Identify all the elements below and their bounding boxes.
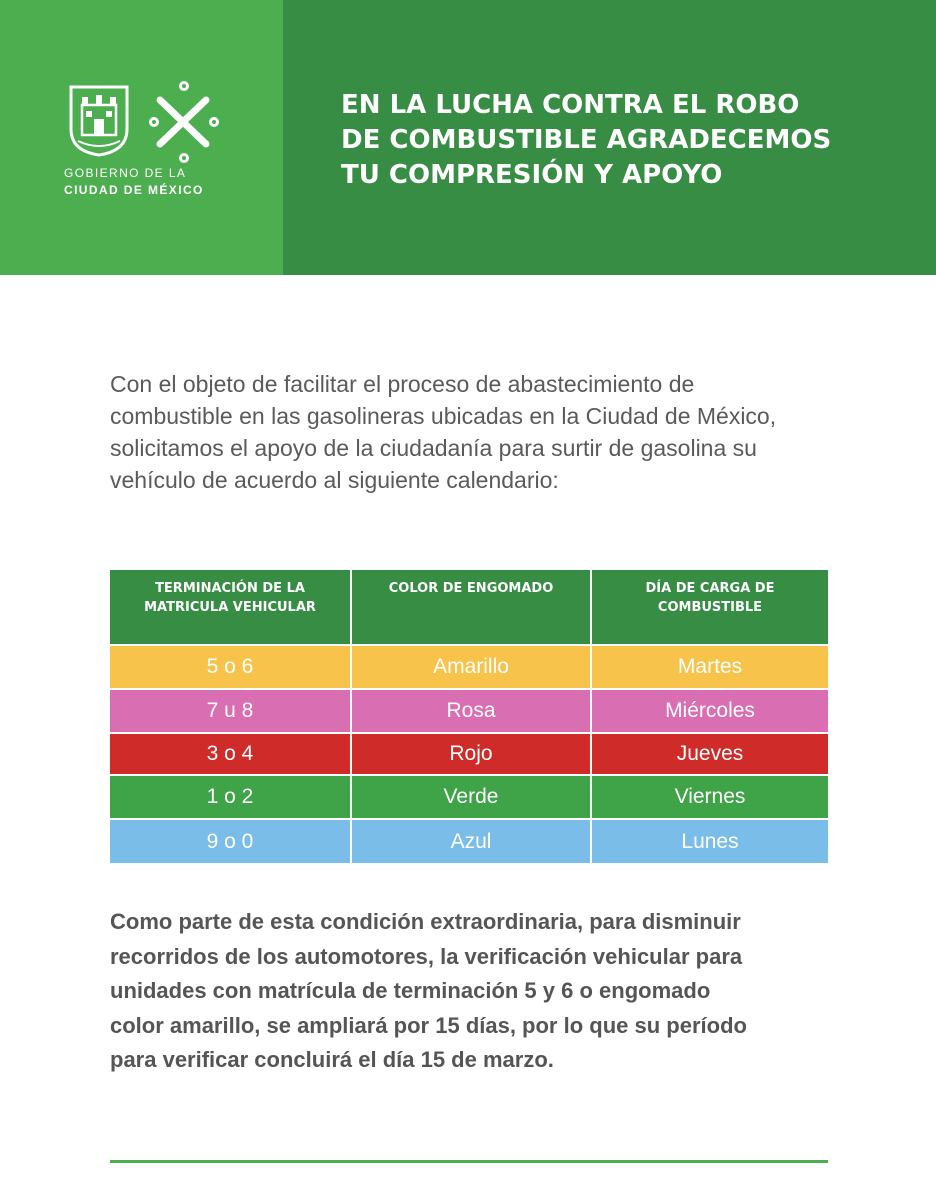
government-name-line1: GOBIERNO DE LA (64, 166, 187, 180)
column-header-sticker: COLOR DE ENGOMADO (351, 570, 591, 645)
cdmx-emblem-icon (146, 80, 222, 164)
intro-line: combustible en las gasolineras ubicadas en la Ciudad de México, (110, 403, 777, 429)
table-row (110, 733, 828, 775)
intro-line: Con el objeto de facilitar el proceso de abastecimiento de (110, 371, 695, 397)
note-line: recorridos de los automotores, la verificación vehicular para (110, 943, 743, 969)
header-logo-panel (0, 0, 283, 275)
plate-cell: 7 u 8 (110, 689, 351, 733)
headline-line: DE COMBUSTIBLE AGRADECEMOS (341, 125, 832, 155)
fuel-day-cell: Miércoles (591, 689, 828, 733)
fuel-day-cell: Viernes (591, 775, 828, 819)
extension-note (110, 905, 850, 1078)
note-line: unidades con matrícula de terminación 5 y 6 o engomado (110, 978, 711, 1003)
table-row (110, 819, 828, 863)
intro-line: vehículo de acuerdo al siguiente calendario: (110, 467, 559, 493)
plate-cell: 3 o 4 (110, 733, 351, 775)
fuel-day-cell: Lunes (591, 819, 828, 863)
fuel-schedule-table (110, 570, 828, 863)
column-header-day: DÍA DE CARGA DE COMBUSTIBLE (591, 570, 828, 645)
intro-paragraph (110, 368, 830, 496)
sticker-color-cell: Rosa (351, 689, 591, 733)
sticker-color-cell: Rojo (351, 733, 591, 775)
footer-divider (110, 1160, 828, 1163)
table-row (110, 689, 828, 733)
headline-line: EN LA LUCHA CONTRA EL ROBO (341, 90, 800, 120)
plate-cell: 9 o 0 (110, 819, 351, 863)
city-coat-of-arms-icon (68, 85, 130, 157)
plate-cell: 5 o 6 (110, 645, 351, 689)
headline-line: TU COMPRESIÓN Y APOYO (341, 160, 723, 190)
fuel-day-cell: Martes (591, 645, 828, 689)
table-row (110, 645, 828, 689)
government-name-line2: CIUDAD DE MÉXICO (64, 183, 204, 197)
sticker-color-cell: Verde (351, 775, 591, 819)
header-banner (0, 0, 936, 275)
table-row (110, 775, 828, 819)
table-header-row (110, 570, 828, 645)
headline (341, 88, 921, 193)
sticker-color-cell: Amarillo (351, 645, 591, 689)
note-line: para verificar concluirá el día 15 de marzo. (110, 1047, 554, 1072)
sticker-color-cell: Azul (351, 819, 591, 863)
note-line: Como parte de esta condición extraordinaria, para disminuir (110, 909, 741, 934)
column-header-plate: TERMINACIÓN DE LA MATRICULA VEHICULAR (110, 570, 351, 645)
fuel-day-cell: Jueves (591, 733, 828, 775)
note-line: color amarillo, se ampliará por 15 días, por lo que su período (110, 1012, 747, 1038)
intro-line: solicitamos el apoyo de la ciudadanía para surtir de gasolina su (110, 435, 757, 461)
plate-cell: 1 o 2 (110, 775, 351, 819)
